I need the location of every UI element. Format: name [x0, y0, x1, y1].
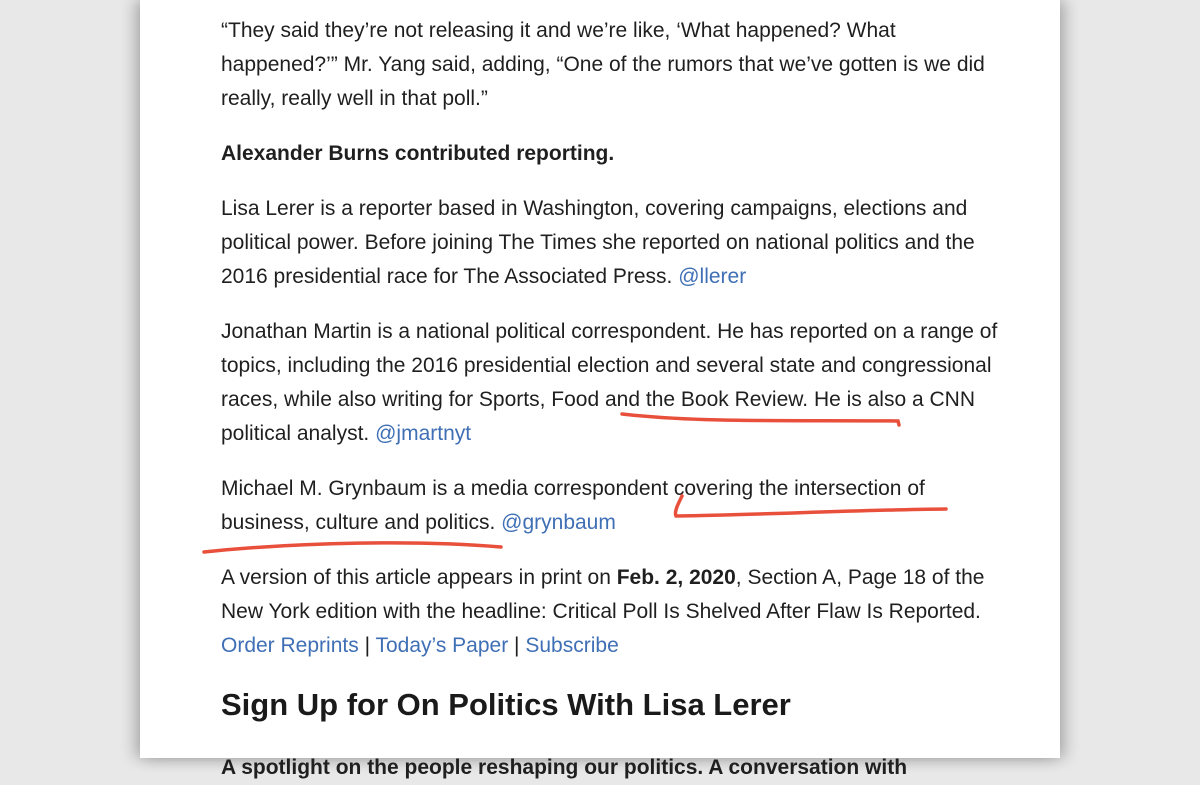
bio-martin-text: Jonathan Martin is a national political correspondent. He has reported on a range of topics, including the 2016 presidential election and several state and congressional races, while also writing for Sports, Food and the Book Review. He is also a CNN political analyst. — [221, 320, 998, 445]
print-date: Feb. 2, 2020 — [616, 566, 736, 589]
newsletter-teaser: A spotlight on the people reshaping our politics. A conversation with — [221, 756, 908, 779]
bio-lerer-text: Lisa Lerer is a reporter based in Washington, covering campaigns, elections and political power. Before joining The Times she reported on national politics and the 2016 presidential race for The Associated Press. — [221, 197, 975, 288]
separator: | — [514, 634, 520, 657]
twitter-link-jmartnyt[interactable]: @jmartnyt — [375, 422, 472, 445]
article-page — [140, 0, 1060, 779]
separator: | — [364, 634, 371, 657]
article-body — [221, 14, 1001, 785]
bio-michael-grynbaum — [221, 472, 1001, 540]
todays-paper-link[interactable]: Today’s Paper — [375, 634, 509, 657]
quote-paragraph: “They said they’re not releasing it and we’re like, ‘What happened? What happened?’” Mr. Yang said, adding, “One of the rumors that we’ve gotten is we did really, really well in that poll.” — [221, 19, 985, 110]
twitter-link-llerer[interactable]: @llerer — [678, 265, 747, 288]
print-suffix: , Section A, Page 18 of the New York edition with the headline: Critical Poll Is Shelved After Flaw Is Reported. — [221, 566, 985, 623]
subscribe-link[interactable]: Subscribe — [525, 634, 619, 657]
print-prefix: A version of this article appears in print on — [221, 566, 611, 589]
newsletter-signup-heading: Sign Up for On Politics With Lisa Lerer — [221, 687, 791, 722]
print-edition-note — [221, 561, 1001, 663]
twitter-link-grynbaum[interactable]: @grynbaum — [501, 511, 616, 534]
bio-lisa-lerer — [221, 192, 1001, 294]
contributor-credit: Alexander Burns contributed reporting. — [221, 142, 615, 165]
order-reprints-link[interactable]: Order Reprints — [221, 634, 359, 657]
bio-jonathan-martin — [221, 315, 1001, 451]
bio-grynbaum-text: Michael M. Grynbaum is a media correspondent covering the intersection of business, culture and politics. — [221, 477, 925, 534]
